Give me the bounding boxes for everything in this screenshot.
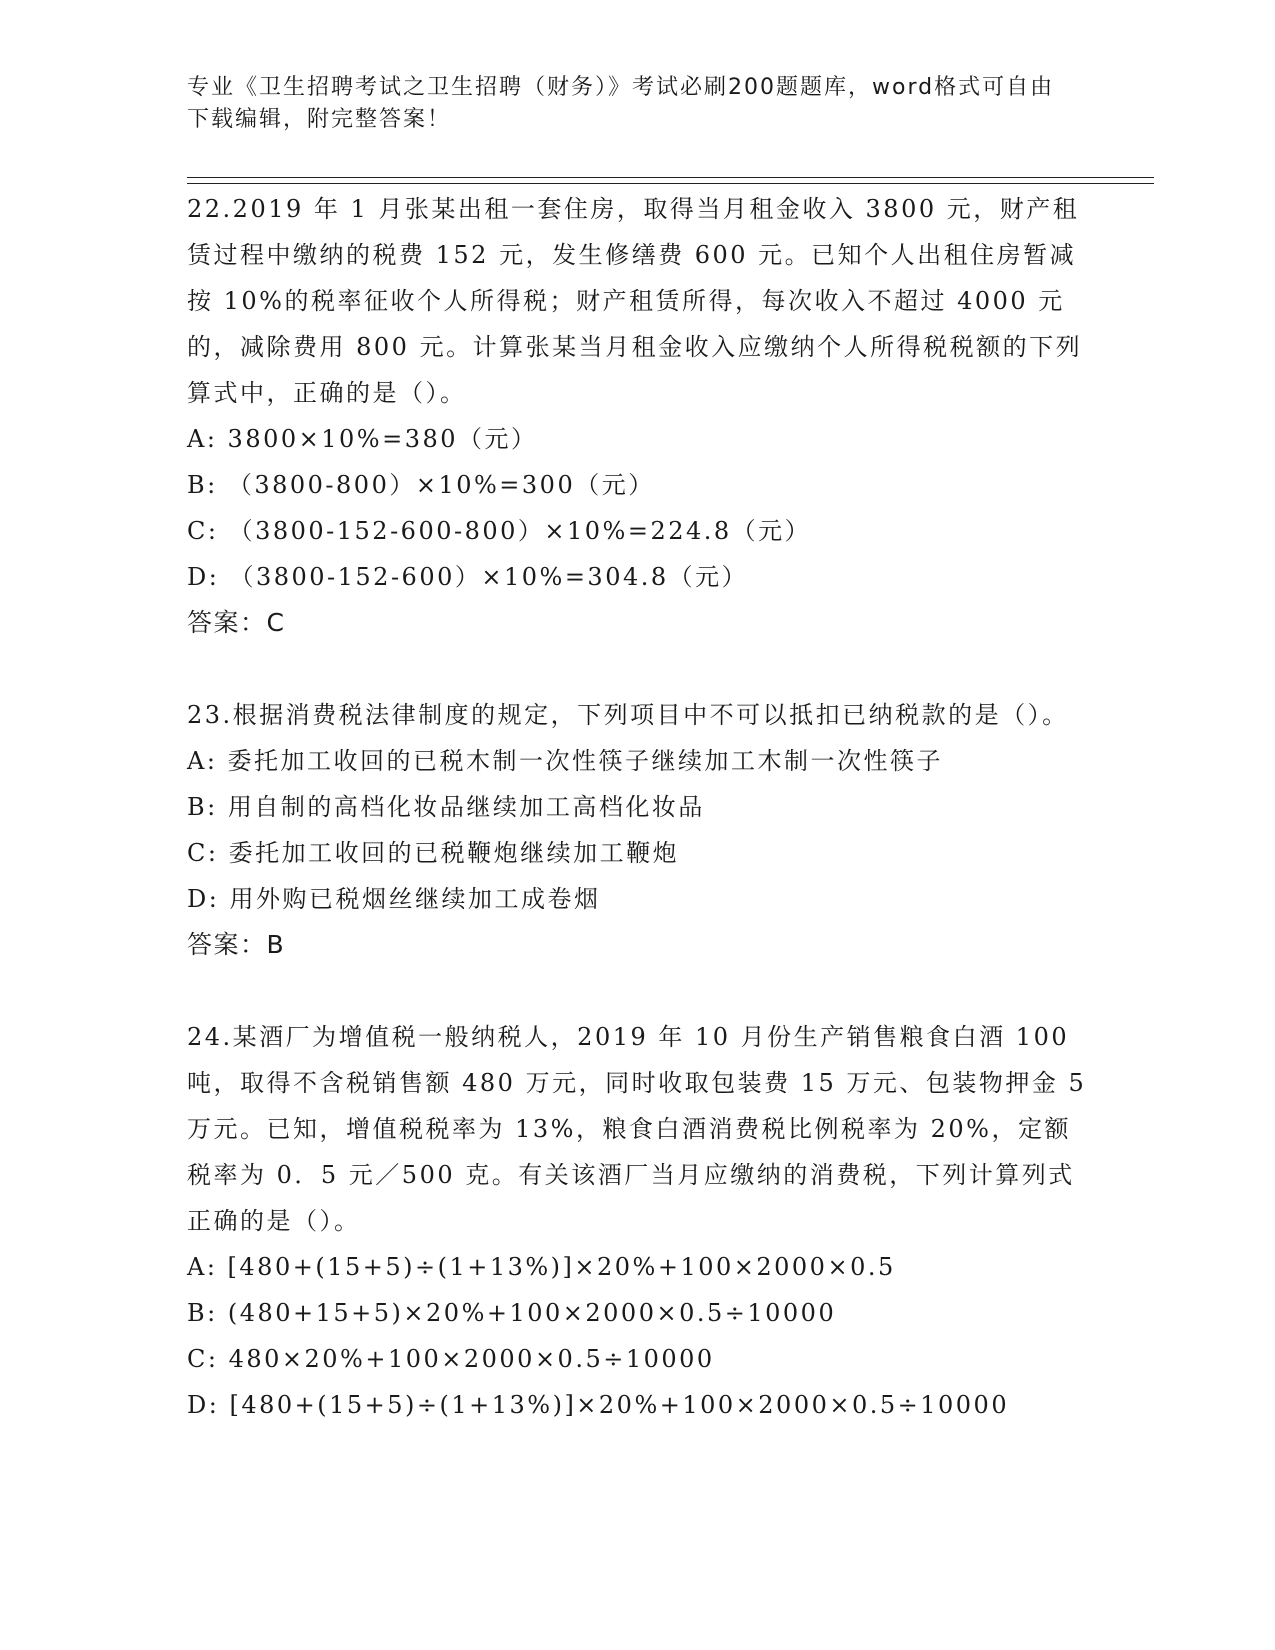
question-text: 根据消费税法律制度的规定，下列项目中不可以抵扣已纳税款的是（）。 <box>232 701 1069 729</box>
question-22 <box>187 186 1087 646</box>
option-c: C: 委托加工收回的已税鞭炮继续加工鞭炮 <box>187 839 680 867</box>
header-divider-top <box>187 177 1154 178</box>
option-c: C: 480×20%+100×2000×0.5÷10000 <box>187 1345 715 1373</box>
option-b: B: (480+15+5)×20%+100×2000×0.5÷10000 <box>187 1299 837 1327</box>
question-text: 某酒厂为增值税一般纳税人，2019 年 10 月份生产销售粮食白酒 100 吨，取得不含税销售额 480 万元，同时收取包装费 15 万元、包装物押金 5 万元。已知，增值税税率为 13%，粮食白酒消费税比例税率为 20%，定额税率为 0．5 元／500 克。有关该酒厂当月应缴纳的消费税，下列计算列式正确的是（）。 <box>187 1023 1097 1235</box>
option-a: A: [480+(15+5)÷(1+13%)]×20%+100×2000×0.5 <box>187 1253 896 1281</box>
option-d: D: （3800-152-600）×10%=304.8（元） <box>187 563 749 591</box>
question-24 <box>187 1014 1097 1428</box>
answer-line: 答案：C <box>187 608 286 637</box>
question-23 <box>187 692 1087 968</box>
option-a: A: 3800×10%=380（元） <box>187 425 538 453</box>
option-c: C: （3800-152-600-800）×10%=224.8（元） <box>187 517 812 545</box>
question-stem <box>187 1014 1097 1244</box>
option-a: A: 委托加工收回的已税木制一次性筷子继续加工木制一次性筷子 <box>187 747 944 775</box>
question-stem <box>187 692 1087 738</box>
document-header: 专业《卫生招聘考试之卫生招聘（财务）》考试必刷200题题库，word格式可自由下载编辑，附完整答案！ <box>187 75 1055 132</box>
option-b: B: （3800-800）×10%=300（元） <box>187 471 655 499</box>
question-text: 2019 年 1 月张某出租一套住房，取得当月租金收入 3800 元，财产租赁过程中缴纳的税费 152 元，发生修缮费 600 元。已知个人出租住房暂减按 10%的税率征收个人所得税；财产租赁所得，每次收入不超过 4000 元的，减除费用 800 元。计算张某当月租金收入应缴纳个人所得税税额的下列算式中，正确的是（）。 <box>187 195 1083 407</box>
option-b: B: 用自制的高档化妆品继续加工高档化妆品 <box>187 793 705 821</box>
option-d: D: 用外购已税烟丝继续加工成卷烟 <box>187 885 601 913</box>
question-list <box>187 186 1097 1474</box>
answer-line: 答案：B <box>187 930 286 959</box>
option-d: D: [480+(15+5)÷(1+13%)]×20%+100×2000×0.5÷10000 <box>187 1391 1010 1419</box>
question-stem <box>187 186 1087 416</box>
question-number: 22. <box>187 195 233 223</box>
question-number: 24. <box>187 1023 233 1051</box>
header-divider-bottom <box>187 183 1154 184</box>
question-number: 23. <box>187 701 233 729</box>
